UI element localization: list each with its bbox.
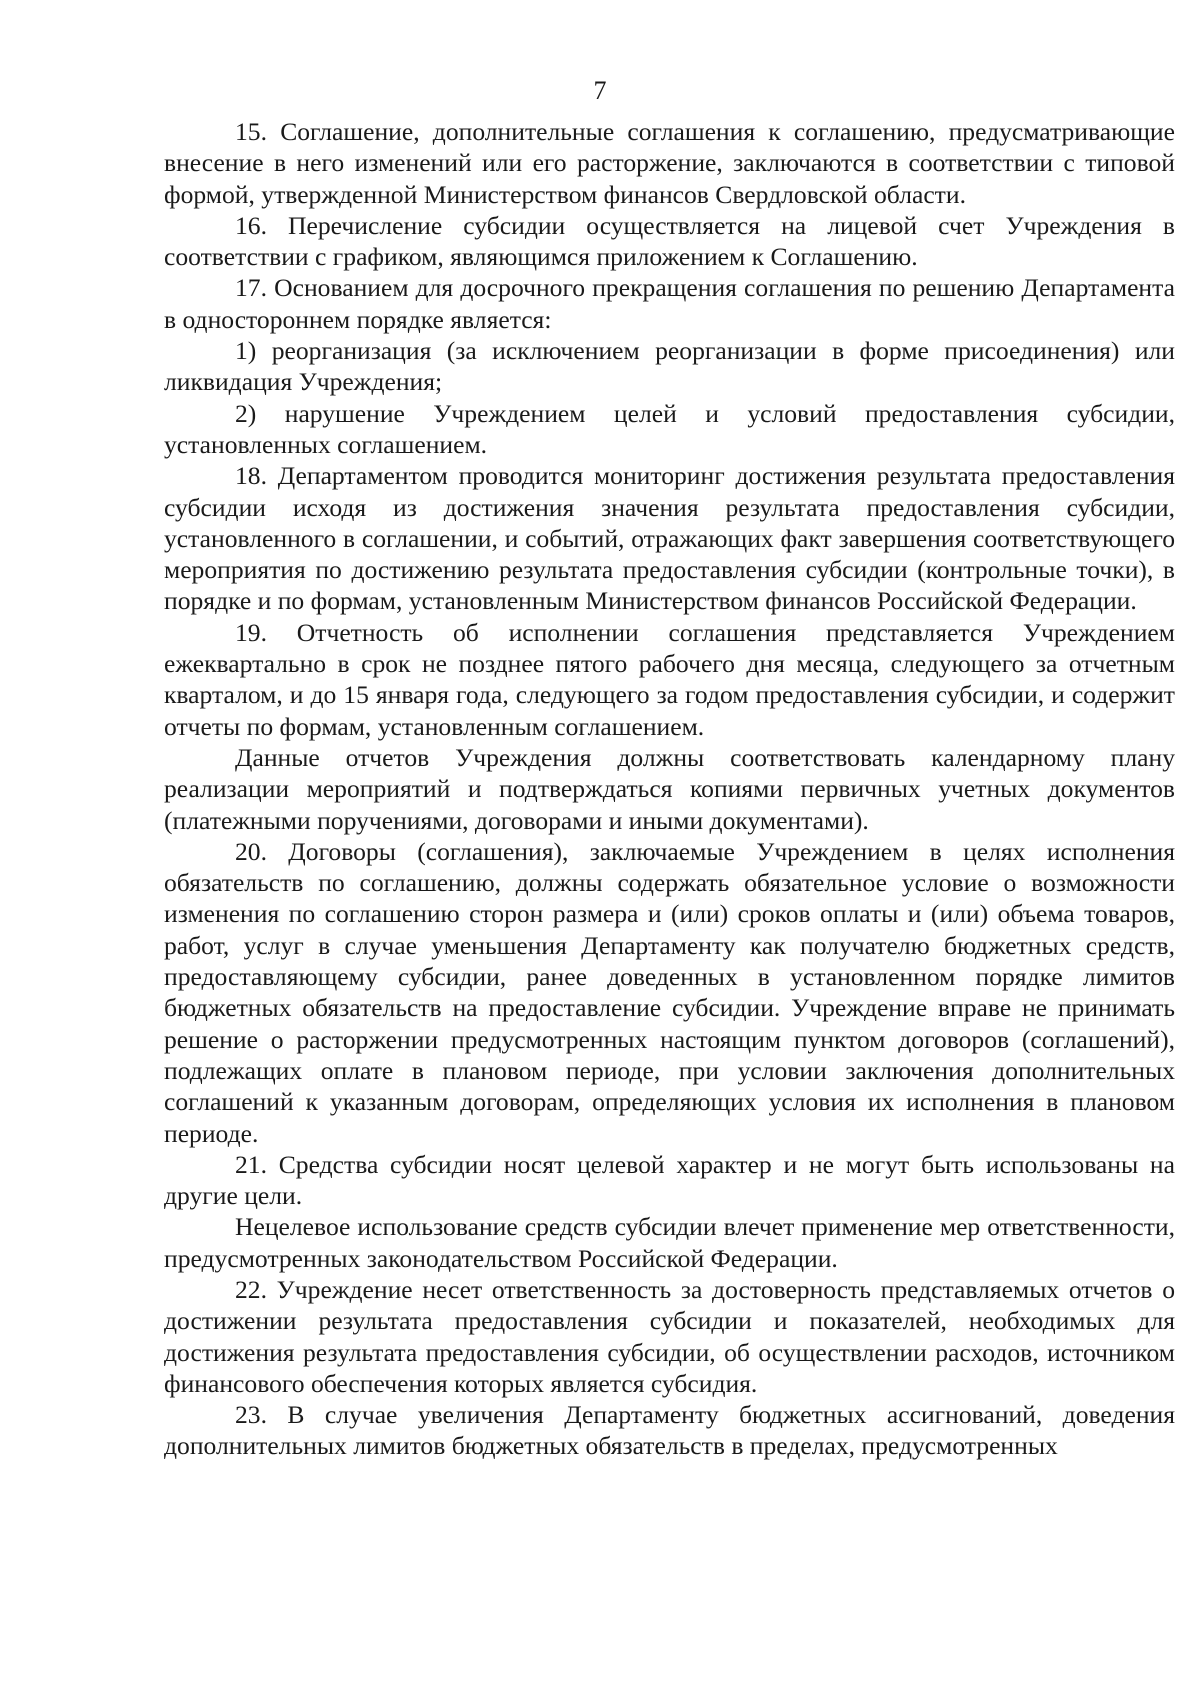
- paragraph-16: 16. Перечисление субсидии осуществляется на лицевой счет Учреждения в соответствии с графиком, являющимся приложением к Соглашению.: [164, 210, 1175, 272]
- paragraph-17: 17. Основанием для досрочного прекращения соглашения по решению Департамента в одностороннем порядке является:: [164, 273, 1175, 334]
- paragraph-19: 19. Отчетность об исполнении соглашения представляется Учреждением ежеквартально в срок не позднее пятого рабочего дня месяца, следующего за отчетным кварталом, и до 15 января года, следующего за годом предоставления субсидии, и содержит отчеты по формам, установленным соглашением.: [164, 617, 1175, 741]
- paragraph-23: 23. В случае увеличения Департаменту бюджетных ассигнований, доведения дополнительных лимитов бюджетных обязательств в пределах, предусмотренных: [164, 1400, 1175, 1461]
- paragraph-20: 20. Договоры (соглашения), заключаемые Учреждением в целях исполнения обязательств по соглашению, должны содержать обязательное условие о возможности изменения по соглашению сторон размера и (или) сроков оплаты и (или) объема товаров, работ, услуг в случае уменьшения Департаменту как получателю бюджетных средств, предоставляющему субсидии, ранее доведенных в установленном порядке лимитов бюджетных обязательств на предоставление субсидии. Учреждение вправе не принимать решение о расторжении предусмотренных настоящим пунктом договоров (соглашений), подлежащих оплате в плановом периоде, при условии заключения дополнительных соглашений к указанным договорам, определяющих условия их исполнения в плановом периоде.: [164, 836, 1175, 1148]
- paragraph-22: 22. Учреждение несет ответственность за достоверность представляемых отчетов о достижении результата предоставления субсидии и показателей, необходимых для достижения результата предоставления субсидии, об осуществлении расходов, источником финансового обеспечения которых является субсидия.: [164, 1274, 1175, 1398]
- document-body: [164, 116, 1175, 1462]
- paragraph-17-item-2: 2) нарушение Учреждением целей и условий предоставления субсидии, установленных соглашением.: [164, 398, 1175, 459]
- paragraph-21: 21. Средства субсидии носят целевой характер и не могут быть использованы на другие цели.: [164, 1149, 1175, 1211]
- paragraph-19-continued: Данные отчетов Учреждения должны соответствовать календарному плану реализации мероприятий и подтверждаться копиями первичных учетных документов (платежными поручениями, договорами и иными документами).: [164, 742, 1175, 835]
- paragraph-18: 18. Департаментом проводится мониторинг достижения результата предоставления субсидии исходя из достижения значения результата предоставления субсидии, установленного в соглашении, и событий, отражающих факт завершения соответствующего мероприятия по достижению результата предоставления субсидии (контрольные точки), в порядке и по формам, установленным Министерством финансов Российской Федерации.: [164, 461, 1175, 616]
- paragraph-15: 15. Соглашение, дополнительные соглашения к соглашению, предусматривающие внесение в него изменений или его расторжение, заключаются в соответствии с типовой формой, утвержденной Министерством финансов Свердловской области.: [164, 117, 1175, 209]
- paragraph-17-item-1: 1) реорганизация (за исключением реорганизации в форме присоединения) или ликвидация Учреждения;: [164, 336, 1175, 397]
- page-number: 7: [593, 76, 607, 105]
- paragraph-21-continued: Нецелевое использование средств субсидии влечет применение мер ответственности, предусмотренных законодательством Российской Федерации.: [164, 1212, 1175, 1273]
